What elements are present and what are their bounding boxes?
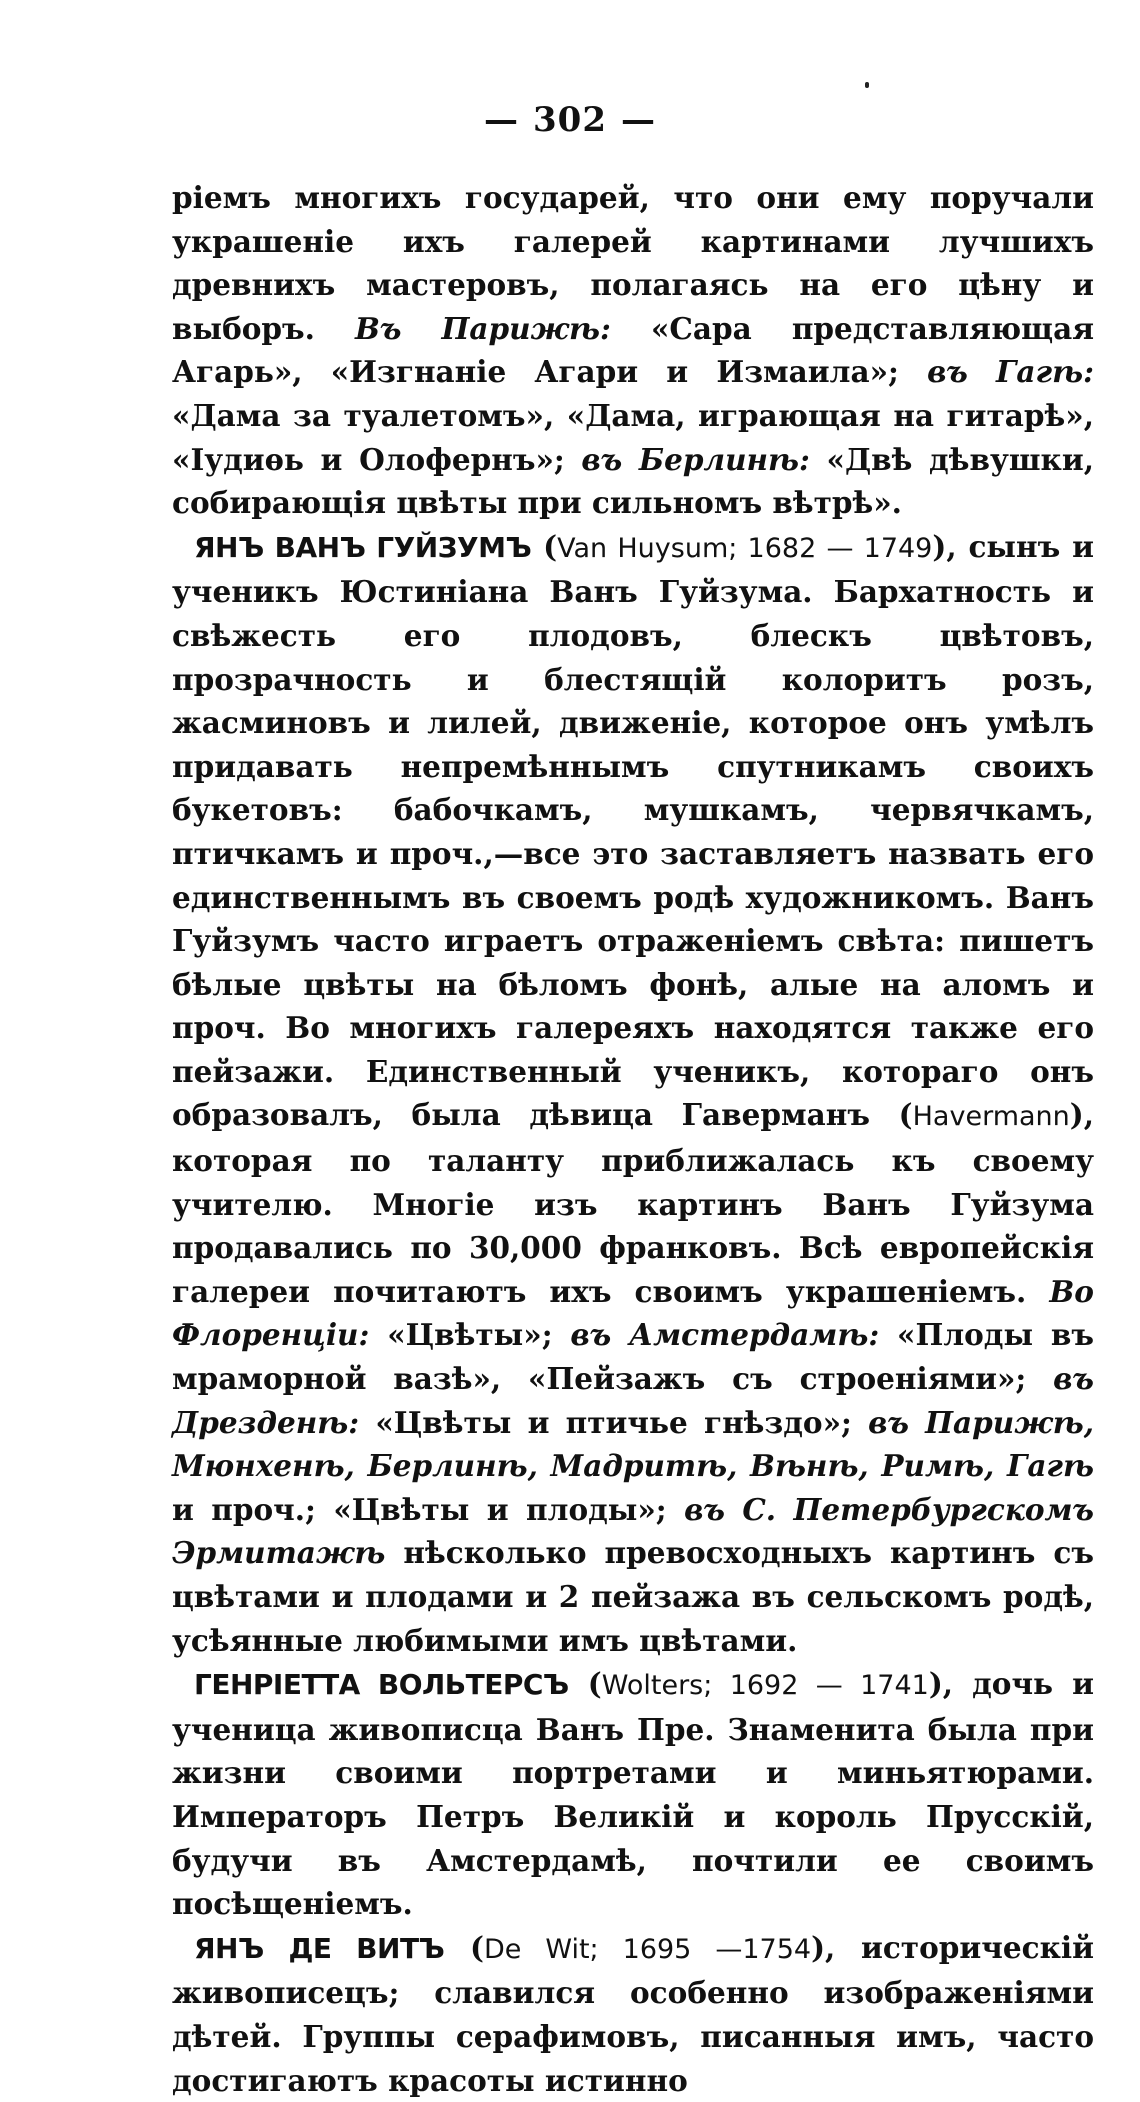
paragraph-continuation <box>172 176 1094 525</box>
artist-name: ЯНЪ ДЕ ВИТЪ <box>194 1931 445 1965</box>
collection-location: въ Парижѣ, Мюнхенѣ, Берлинѣ, Мадритѣ, Вѣнѣ, Римѣ, Гагѣ <box>172 1404 1094 1484</box>
body-text-run: «Дама за туалетомъ», «Дама, играющая на гитарѣ», «Іудиѳь и Олофернъ»; <box>172 397 1094 477</box>
paragraph-wolters <box>172 1662 1094 1926</box>
collection-location: въ Гагѣ: <box>927 354 1094 390</box>
body-text-run: ), сынъ и ученикъ Юстиніана Ванъ Гуйзума. Бархатность и свѣжесть его плодовъ, блескъ цвѣтовъ, прозрачность и блестящій колоритъ розъ, жасминовъ и лилей, движеніе, которое онъ умѣлъ придавать непремѣннымъ спутникамъ своихъ букетовъ: бабочкамъ, мушкамъ, червячкамъ, птичкамъ и проч.,—все это заставляетъ назвать его единственнымъ въ своемъ родѣ художникомъ. Ванъ Гуйзумъ часто играетъ отраженіемъ свѣта: пишетъ бѣлые цвѣты на бѣломъ фонѣ, алые на аломъ и проч. Во многихъ галереяхъ находятся также его пейзажи. Единственный ученикъ, котораго онъ образовалъ, была дѣвица Гаверманъ ( <box>172 528 1094 1133</box>
latin-name-dates: Van Huysum; 1682 — 1749 <box>557 532 933 564</box>
latin-name-dates: De Wit; 1695 —1754 <box>483 1933 812 1965</box>
body-text <box>172 176 1094 2102</box>
page-header <box>0 100 1140 140</box>
body-text-run: нѣсколько превосходныхъ картинъ съ цвѣтами и плодами и 2 пейзажа въ сельскомъ родѣ, усѣянные любимыми имъ цвѣтами. <box>172 1535 1094 1658</box>
body-text-run: ), которая по таланту приближалась къ своему учителю. Многіе изъ картинъ Ванъ Гуйзума продавались по 30,000 франковъ. Всѣ европейскія галереи почитаютъ ихъ своимъ украшеніемъ. <box>172 1097 1094 1309</box>
collection-location: въ Берлинѣ: <box>581 441 810 477</box>
collection-location: Во Флоренціи: <box>172 1273 1094 1353</box>
collection-location: Въ Парижѣ: <box>355 310 611 346</box>
artist-name: ЯНЪ ВАНЪ ГУЙЗУМЪ <box>194 530 532 564</box>
body-text-run: ( <box>444 1929 484 1965</box>
body-text-run: ріемъ многихъ государей, что они ему поручали украшеніе ихъ галерей картинами лучшихъ древнихъ мастеровъ, полагаясь на его цѣну и выборъ. <box>172 180 1094 346</box>
header-dash-left: — <box>484 100 519 140</box>
paragraph-de-wit <box>172 1926 1094 2102</box>
body-text-run: ( <box>568 1666 602 1702</box>
collection-location: въ Амстердамѣ: <box>570 1317 880 1353</box>
body-text-run: ), дочь и ученица живописца Ванъ Пре. Знаменита была при жизни своими портретами и миньятюрами. Императоръ Петръ Великій и король Прусскій, будучи въ Амстердамѣ, почтили ее своимъ посѣщеніемъ. <box>172 1666 1094 1922</box>
body-text-run: ), историческій живописецъ; славился особенно изображеніями дѣтей. Группы серафимовъ, писанныя имъ, часто достигаютъ красоты истинно <box>172 1929 1094 2098</box>
body-text-run: «Цвѣты и птичье гнѣздо»; <box>359 1404 869 1440</box>
paragraph-van-huysum <box>172 525 1094 1662</box>
artist-name: ГЕНРІЕТТА ВОЛЬТЕРСЪ <box>194 1668 569 1702</box>
ink-speck <box>865 82 869 88</box>
latin-name-dates: Havermann <box>912 1101 1070 1133</box>
body-text-run: «Плоды въ мраморной вазѣ», «Пейзажъ съ строеніями»; <box>172 1317 1094 1397</box>
body-text-run: ( <box>531 528 558 564</box>
collection-location: въ С. Петербургскомъ Эрмитажѣ <box>172 1491 1094 1571</box>
latin-name-dates: Wolters; 1692 — 1741 <box>601 1670 929 1702</box>
page-number: 302 <box>533 100 607 140</box>
body-text-run: «Двѣ дѣвушки, собирающія цвѣты при сильномъ вѣтрѣ». <box>172 441 1094 521</box>
body-text-run: «Сара представляющая Агарь», «Изгнаніе Агари и Измаила»; <box>172 310 1094 390</box>
header-dash-right: — <box>620 100 656 140</box>
collection-location: въ Дрезденѣ: <box>172 1361 1094 1440</box>
body-text-run: и проч.; «Цвѣты и плоды»; <box>172 1491 685 1527</box>
body-text-run: «Цвѣты»; <box>369 1317 571 1353</box>
